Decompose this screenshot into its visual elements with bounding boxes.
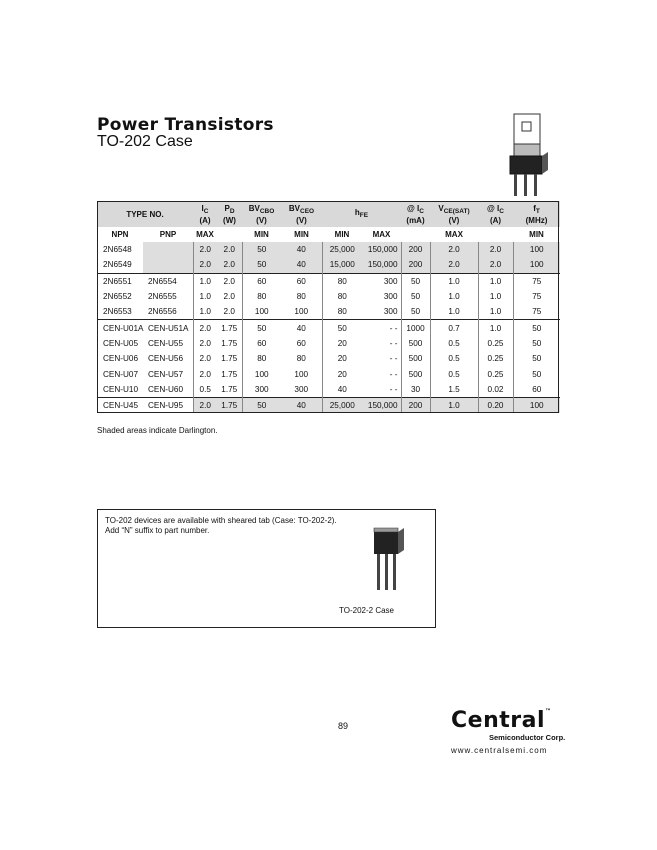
table-cell-bvcbo: 50 [242, 397, 281, 413]
table-cell-bvcbo: 100 [242, 366, 281, 381]
table-cell-bvcbo: 80 [242, 351, 281, 366]
table-cell-hfe-min: 20 [322, 351, 362, 366]
subheader-cell: MAX [362, 227, 401, 242]
table-cell-pd: 1.75 [217, 320, 242, 336]
table-cell-pnp: CEN-U95 [143, 397, 193, 413]
table-cell-pd: 2.0 [217, 257, 242, 273]
table-cell-npn: 2N6553 [103, 307, 132, 317]
table-cell-ic: 2.0 [193, 242, 217, 257]
table-cell-ft: 50 [513, 320, 560, 336]
col-bvceo: $BV_{CEO}$ (V) [281, 201, 322, 227]
table-cell-vce: 1.0 [430, 304, 478, 320]
table-cell-hfe-min: 80 [322, 289, 362, 304]
table-row [97, 351, 560, 366]
col-ic: $I_C$ (A) [193, 201, 217, 227]
table-cell-hfe-max: 150,000 [362, 257, 401, 273]
subheader-row [97, 227, 560, 242]
table-cell-hfe-max: 150,000 [362, 397, 401, 413]
table-cell-bvceo: 100 [294, 369, 309, 379]
table-cell-ft: 75 [513, 273, 560, 289]
table-cell-vce: 2.0 [430, 242, 478, 257]
table-cell-ft: 100 [513, 257, 560, 273]
table-cell-bvcbo: 50 [242, 257, 281, 273]
table-cell-bvceo: 300 [294, 384, 309, 394]
table-cell-ft: 75 [513, 304, 560, 320]
sheared-tab-text [105, 516, 337, 536]
table-cell-npn: CEN-U07 [103, 369, 139, 379]
table-cell-npn: CEN-U45 [97, 397, 143, 413]
table-cell-ic: 1.0 [193, 304, 217, 320]
table-row [97, 382, 560, 398]
table-cell-ft: 60 [513, 382, 560, 398]
table-cell-at-ic: 30 [401, 382, 430, 398]
table-cell-hfe-min: 80 [322, 304, 362, 320]
table-row [97, 336, 560, 351]
table-cell-pd: 1.75 [221, 354, 238, 364]
table-cell-hfe-max: - - [389, 384, 398, 394]
table-cell-at-ic: 500 [401, 336, 430, 351]
table-cell-at-ic2: 0.25 [478, 336, 513, 351]
table-cell-pd: 1.75 [221, 369, 238, 379]
sheared-tab-line2: Add “N” suffix to part number. [105, 526, 210, 535]
table-row [97, 320, 560, 336]
table-cell-vce: 1.5 [430, 382, 478, 398]
subheader-cell [478, 227, 513, 242]
subheader-cell: MAX [430, 227, 478, 242]
table-cell-at-ic2: 0.20 [478, 397, 513, 413]
table-cell-pd: 1.75 [217, 397, 242, 413]
sheared-tab-caption: TO-202-2 Case [339, 606, 394, 615]
table-cell-vce: 1.0 [430, 397, 478, 413]
table-cell-at-ic: 50 [401, 273, 430, 289]
table-cell-pnp: 2N6554 [143, 273, 193, 289]
table-cell-vce: 1.0 [430, 273, 478, 289]
table-cell-pnp: 2N6556 [148, 307, 177, 317]
table-cell-ic: 0.5 [193, 382, 217, 398]
table-cell-vce: 0.5 [430, 336, 478, 351]
col-bvcbo: $BV_{CBO}$ (V) [242, 201, 281, 227]
table-cell-bvcbo: 60 [242, 273, 281, 289]
table-cell-vce: 1.0 [430, 289, 478, 304]
table-cell-bvcbo: 50 [242, 242, 281, 257]
sheared-tab-box [97, 509, 436, 628]
table-cell-ic: 2.0 [193, 351, 217, 366]
table-cell-hfe-max: 150,000 [362, 242, 401, 257]
table-row [97, 304, 560, 320]
table-cell-at-ic2: 1.0 [478, 304, 513, 320]
table-cell-npn: CEN-U06 [103, 354, 139, 364]
subheader-cell: PNP [143, 227, 193, 242]
page-number: 89 [338, 721, 349, 731]
table-cell-pnp: 2N6555 [148, 292, 177, 302]
table-cell-pnp [143, 257, 193, 273]
table-cell-hfe-max: - - [389, 369, 398, 379]
company-url: www.centralsemi.com [451, 746, 548, 755]
table-cell-hfe-min: 20 [322, 366, 362, 381]
table-cell-hfe-min: 25,000 [322, 397, 362, 413]
table-row [97, 273, 560, 289]
table-cell-bvceo: 40 [281, 257, 322, 273]
darlington-note: Shaded areas indicate Darlington. [97, 426, 218, 435]
table-row [97, 289, 560, 304]
subheader-cell [217, 227, 242, 242]
col-at-ic: @ $I_C$ (mA) [401, 201, 430, 227]
table-cell-npn: 2N6548 [103, 245, 132, 255]
subheader-cell: MIN [281, 227, 322, 242]
table-cell-pnp: CEN-U60 [148, 384, 184, 394]
table-cell-ft: 100 [513, 242, 560, 257]
table-cell-hfe-max: 300 [383, 292, 398, 302]
to202-2-package-image [368, 526, 408, 596]
sheared-tab-line1: TO-202 devices are available with sheared tab (Case: TO-202-2). [105, 516, 337, 525]
table-cell-ft: 100 [513, 397, 560, 413]
spec-table [97, 201, 560, 413]
table-cell-bvcbo: 80 [242, 289, 281, 304]
to202-package-image [500, 112, 560, 202]
table-cell-pd: 2.0 [217, 273, 242, 289]
table-cell-at-ic2: 0.02 [478, 382, 513, 398]
table-cell-ic: 2.0 [193, 320, 217, 336]
table-cell-npn: 2N6551 [97, 273, 143, 289]
table-cell-at-ic2: 1.0 [478, 273, 513, 289]
table-cell-bvcbo: 300 [242, 382, 281, 398]
table-cell-at-ic2: 2.0 [478, 242, 513, 257]
header-row [97, 201, 560, 227]
col-vce-sat: $V_{CE(SAT)}$ (V) [430, 201, 478, 227]
table-cell-at-ic2: 0.25 [478, 351, 513, 366]
table-cell-ft: 50 [513, 366, 560, 381]
table-cell-pd: 2.0 [223, 292, 235, 302]
table-cell-pnp: CEN-U56 [148, 354, 184, 364]
table-cell-ic: 2.0 [193, 366, 217, 381]
table-cell-hfe-min: 15,000 [322, 257, 362, 273]
table-cell-hfe-min: 50 [322, 320, 362, 336]
table-cell-ic: 1.0 [193, 273, 217, 289]
table-cell-hfe-max: - - [362, 320, 401, 336]
table-cell-vce: 2.0 [430, 257, 478, 273]
table-cell-ft: 75 [513, 289, 560, 304]
subheader-cell: MAX [193, 227, 217, 242]
table-cell-hfe-max: 300 [362, 273, 401, 289]
table-cell-pd: 1.75 [221, 338, 238, 348]
table-row [97, 257, 560, 273]
table-cell-ic: 1.0 [193, 289, 217, 304]
company-logo-subtitle: Semiconductor Corp. [489, 733, 566, 742]
table-cell-hfe-max: - - [389, 354, 398, 364]
table-cell-hfe-max: 300 [383, 307, 398, 317]
company-logo: Central™ [451, 708, 552, 733]
subheader-cell: NPN [97, 227, 143, 242]
col-ft: $f_T$ (MHz) [513, 201, 560, 227]
table-cell-at-ic: 200 [401, 242, 430, 257]
table-cell-bvceo: 80 [296, 292, 306, 302]
table-cell-pnp: CEN-U51A [143, 320, 193, 336]
table-row [97, 242, 560, 257]
table-cell-ic: 2.0 [193, 336, 217, 351]
table-cell-vce: 0.5 [430, 351, 478, 366]
table-cell-hfe-min: 40 [322, 382, 362, 398]
table-cell-ic: 2.0 [193, 257, 217, 273]
table-cell-npn: CEN-U01A [97, 320, 143, 336]
table-cell-bvceo: 40 [281, 242, 322, 257]
table-cell-bvcbo: 100 [242, 304, 281, 320]
subheader-cell: MIN [513, 227, 560, 242]
table-cell-at-ic: 1000 [401, 320, 430, 336]
table-cell-pnp: CEN-U55 [148, 338, 184, 348]
col-hfe: $h_{FE}$ [322, 201, 401, 227]
table-cell-at-ic: 200 [401, 257, 430, 273]
table-cell-npn: 2N6552 [103, 292, 132, 302]
subheader-cell: MIN [322, 227, 362, 242]
table-cell-bvceo: 60 [296, 338, 306, 348]
table-cell-hfe-min: 80 [322, 273, 362, 289]
table-cell-bvceo: 100 [294, 307, 309, 317]
table-cell-ft: 50 [513, 351, 560, 366]
table-cell-at-ic: 200 [401, 397, 430, 413]
table-cell-at-ic: 500 [401, 366, 430, 381]
table-cell-npn: CEN-U05 [103, 338, 139, 348]
table-cell-pd: 2.0 [217, 242, 242, 257]
table-cell-npn: CEN-U10 [103, 384, 139, 394]
table-cell-pnp: CEN-U57 [148, 369, 184, 379]
table-cell-vce: 0.7 [430, 320, 478, 336]
col-at-ic2: @ $I_C$ (A) [478, 201, 513, 227]
table-cell-pd: 1.75 [221, 384, 238, 394]
table-cell-bvcbo: 50 [242, 320, 281, 336]
table-cell-at-ic: 50 [401, 304, 430, 320]
table-cell-ft: 50 [513, 336, 560, 351]
table-cell-hfe-min: 25,000 [322, 242, 362, 257]
table-cell-bvcbo: 60 [242, 336, 281, 351]
table-cell-bvceo: 40 [281, 320, 322, 336]
subheader-cell [401, 227, 430, 242]
table-cell-hfe-max: - - [389, 338, 398, 348]
table-cell-at-ic2: 0.25 [478, 366, 513, 381]
page-subtitle: TO-202 Case [97, 133, 193, 150]
col-pd: $P_D$ (W) [217, 201, 242, 227]
table-cell-at-ic2: 1.0 [478, 320, 513, 336]
table-cell-bvceo: 40 [281, 397, 322, 413]
subheader-cell: MIN [242, 227, 281, 242]
table-row [97, 366, 560, 381]
table-row [97, 397, 560, 413]
table-cell-bvceo: 80 [296, 354, 306, 364]
table-cell-ic: 2.0 [193, 397, 217, 413]
table-cell-at-ic2: 2.0 [478, 257, 513, 273]
table-cell-bvceo: 60 [281, 273, 322, 289]
table-cell-at-ic: 50 [401, 289, 430, 304]
table-cell-pd: 2.0 [223, 307, 235, 317]
table-cell-hfe-min: 20 [322, 336, 362, 351]
table-cell-npn: 2N6549 [103, 260, 132, 270]
page-title: Power Transistors [97, 115, 274, 135]
table-cell-at-ic2: 1.0 [478, 289, 513, 304]
table-cell-at-ic: 500 [401, 351, 430, 366]
table-cell-vce: 0.5 [430, 366, 478, 381]
table-cell-pnp [143, 242, 193, 257]
col-type-no: TYPE NO. [97, 201, 193, 227]
